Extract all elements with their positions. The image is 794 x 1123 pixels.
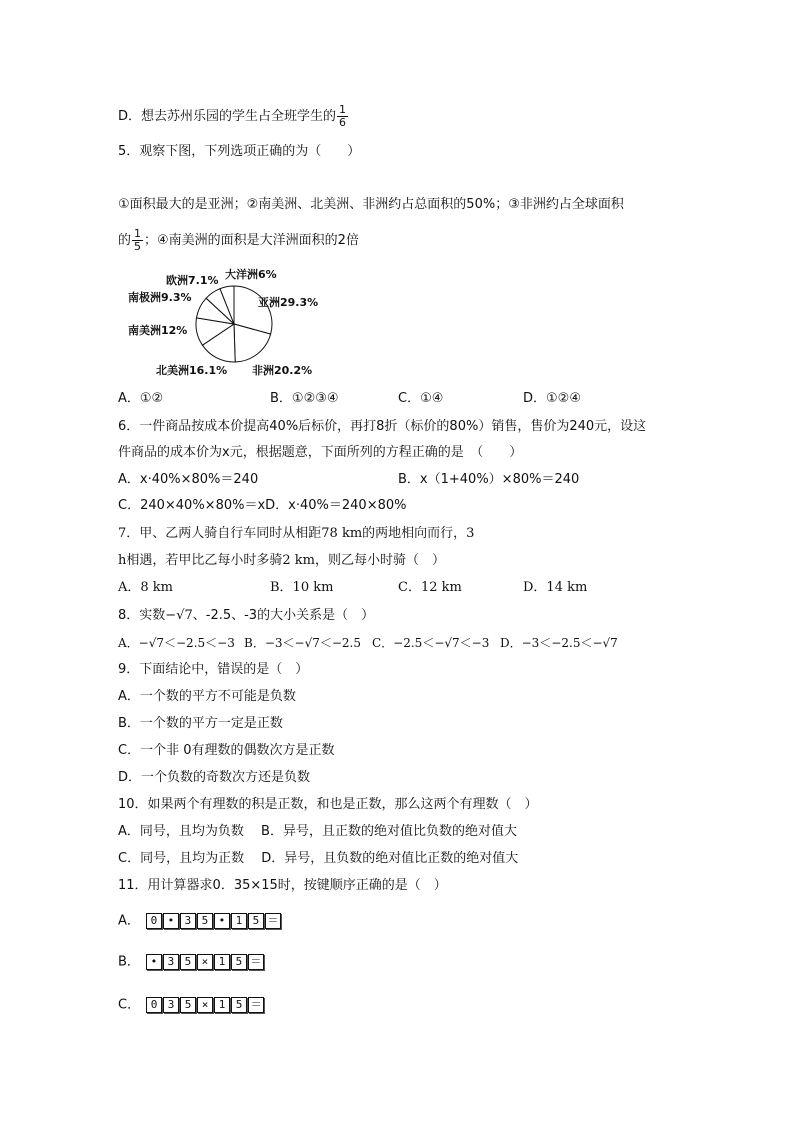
q10-options-ab: A．同号，且均为负数 B．异号，且正数的绝对值比负数的绝对值大	[118, 824, 517, 839]
calculator-key: 5	[180, 997, 196, 1013]
q9-stem: 9．下面结论中，错误的是（ ）	[118, 662, 309, 677]
q7-option-a: A．8 km	[118, 580, 173, 595]
q4-option-d	[118, 104, 349, 129]
q5-option-c: C．①④	[398, 391, 444, 406]
q8-stem-pre: 8．实数	[118, 608, 166, 623]
q11-option-c	[118, 996, 265, 1015]
calculator-key: 1	[231, 913, 247, 929]
q7-option-c: C．12 km	[398, 580, 462, 595]
q8-option-c: C．−2.5＜−√7＜−3	[372, 636, 490, 650]
q10-options-cd: C．同号，且均为正数 D．异号，且负数的绝对值比正数的绝对值大	[118, 851, 519, 866]
keypress-sequence-a	[146, 912, 282, 930]
q5-stem: 5．观察下图，下列选项正确的为（ ）	[118, 144, 361, 159]
q5-option-d: D．①②④	[523, 391, 581, 406]
q6-stem-line2: 件商品的成本价为x元，根据题意，下面所列的方程正确的是 （ ）	[118, 445, 523, 460]
fraction	[337, 104, 348, 129]
calculator-key: 1	[214, 997, 230, 1013]
calculator-key: ×	[197, 997, 213, 1013]
q11-option-a	[118, 912, 282, 931]
pie-label-antarctica: 南极洲9.3%	[128, 291, 192, 304]
calculator-key: 5	[180, 954, 196, 970]
calculator-key: ×	[197, 954, 213, 970]
q8-stem-post: 、-2.5、-3的大小关系是（ ）	[192, 608, 375, 623]
calculator-key: ＝	[248, 954, 264, 970]
calculator-key: 1	[214, 954, 230, 970]
q11-stem: 11．用计算器求0．35×15时，按键顺序正确的是（ ）	[118, 878, 447, 893]
calculator-key: 5	[248, 913, 264, 929]
q5-desc-pre: 的	[118, 233, 132, 248]
q11-option-c-label: C．	[118, 997, 141, 1013]
calculator-key: •	[146, 954, 162, 970]
fraction	[132, 228, 143, 253]
pie-label-oceania: 大洋洲6%	[225, 268, 277, 281]
calculator-key: 5	[231, 954, 247, 970]
fraction-numerator: 1	[134, 227, 142, 240]
q5-option-a: A．①②	[118, 391, 164, 406]
q9-option-d: D．一个负数的奇数次方还是负数	[118, 770, 311, 785]
q6-option-b: B．x（1+40%）×80%＝240	[398, 472, 580, 487]
q5-option-b: B．①②③④	[270, 391, 339, 406]
calculator-key: ＝	[248, 997, 264, 1013]
q6-option-a: A．x·40%×80%＝240	[118, 472, 259, 487]
q4-option-d-text: D．想去苏州乐园的学生占全班学生的	[118, 109, 337, 124]
fraction-denominator: 6	[339, 116, 347, 129]
q6-option-cd: C．240×40%×80%＝xD．x·40%＝240×80%	[118, 498, 407, 513]
calculator-key: 3	[180, 913, 196, 929]
pie-label-north-america: 北美洲16.1%	[156, 364, 228, 377]
pie-label-europe: 欧洲7.1%	[166, 274, 219, 287]
q8-sqrt7: √7	[176, 608, 193, 623]
q7-option-d: D．14 km	[523, 580, 588, 595]
q9-option-a: A．一个数的平方不可能是负数	[118, 689, 296, 704]
q11-option-a-label: A．	[118, 913, 140, 929]
calculator-key: 5	[231, 997, 247, 1013]
keypress-sequence-b	[146, 953, 265, 971]
continent-pie-chart	[118, 266, 378, 381]
calculator-key: 3	[163, 954, 179, 970]
q7-stem-line2: h相遇，若甲比乙每小时多骑2 km，则乙每小时骑（ ）	[118, 553, 445, 568]
calculator-key: ＝	[265, 913, 281, 929]
calculator-key: 0	[146, 997, 162, 1013]
calculator-key: •	[214, 913, 230, 929]
q5-desc-line2	[118, 228, 359, 253]
q8-stem	[118, 607, 374, 625]
fraction-numerator: 1	[339, 103, 347, 116]
q7-option-b: B．10 km	[270, 580, 334, 595]
pie-label-africa: 非洲20.2%	[252, 364, 313, 377]
keypress-sequence-c	[146, 996, 265, 1014]
q7-stem-line1: 7．甲、乙两人骑自行车同时从相距78 km的两地相向而行，3	[118, 526, 475, 541]
q8-option-a: A．−√7＜−2.5＜−3	[118, 636, 235, 650]
q11-option-b-label: B．	[118, 954, 140, 970]
pie-label-south-america: 南美洲12%	[128, 324, 188, 337]
q5-desc-post: ；④南美洲的面积是大洋洲面积的2倍	[144, 233, 359, 248]
q8-minus: −	[165, 608, 177, 623]
q6-stem-line1: 6．一件商品按成本价提高40%后标价，再打8折（标价的80%）销售，售价为240元，设这	[118, 419, 647, 434]
q11-option-b	[118, 953, 265, 972]
fraction-denominator: 5	[134, 240, 142, 253]
q10-stem: 10．如果两个有理数的积是正数，和也是正数，那么这两个有理数（ ）	[118, 797, 538, 812]
calculator-key: •	[163, 913, 179, 929]
q8-option-b: B．−3＜−√7＜−2.5	[244, 636, 361, 650]
q5-desc-line1: ①面积最大的是亚洲；②南美洲、北美洲、非洲约占总面积的50%；③非洲约占全球面积	[118, 197, 624, 212]
pie-label-asia: 亚洲29.3%	[258, 296, 319, 309]
calculator-key: 0	[146, 913, 162, 929]
calculator-key: 5	[197, 913, 213, 929]
calculator-key: 3	[163, 997, 179, 1013]
q8-option-d: D．−3＜−2.5＜−√7	[500, 636, 618, 650]
q9-option-b: B．一个数的平方一定是正数	[118, 716, 283, 731]
q9-option-c: C．一个非 0有理数的偶数次方是正数	[118, 743, 335, 758]
